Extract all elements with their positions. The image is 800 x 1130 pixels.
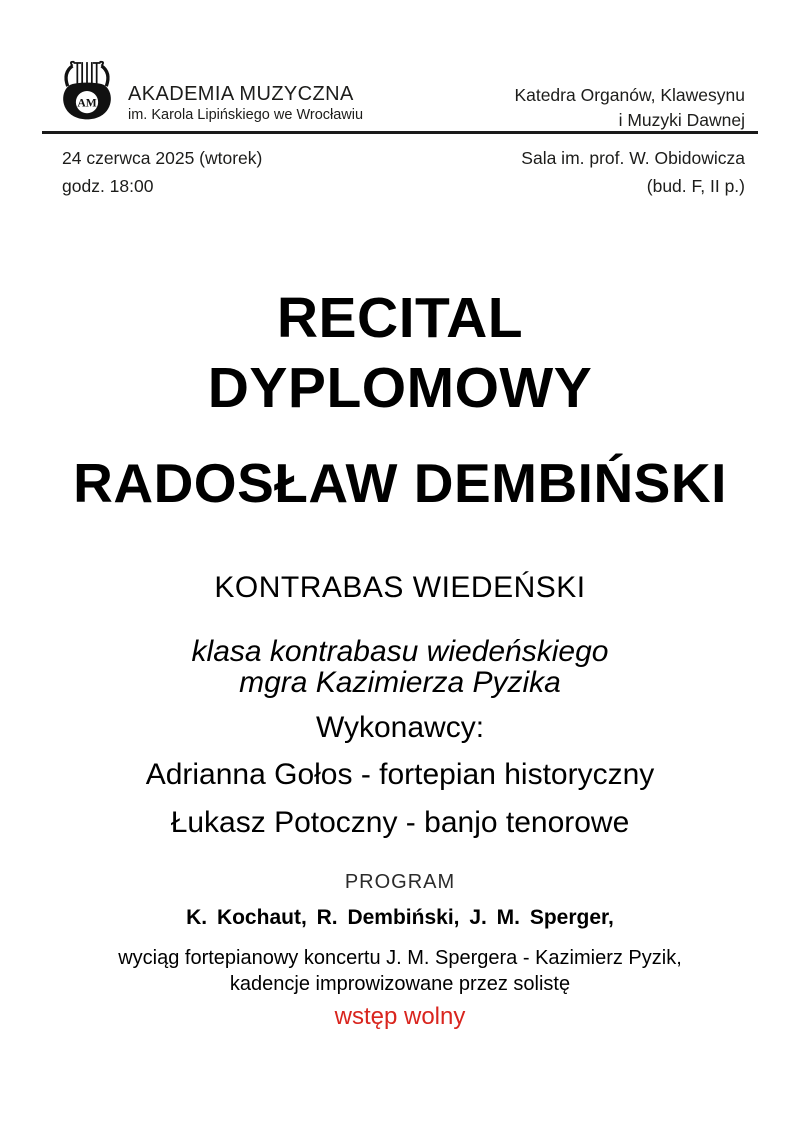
performer-name: RADOSŁAW DEMBIŃSKI	[73, 452, 727, 514]
program-composers: K. Kochaut, R. Dembiński, J. M. Sperger,	[186, 906, 614, 929]
venue-location: (bud. F, II p.)	[646, 176, 745, 196]
department-line-1: Katedra Organów, Klawesynu	[514, 85, 745, 105]
class-info-line-2: mgra Kazimierza Pyzika	[239, 666, 561, 699]
recital-title-line-2: DYPLOMOWY	[207, 356, 593, 420]
class-info-line-1: klasa kontrabasu wiedeńskiego	[191, 635, 609, 668]
academy-name: AKADEMIA MUZYCZNA	[128, 83, 354, 105]
department-info	[514, 83, 745, 133]
event-date: 24 czerwca 2025 (wtorek)	[62, 148, 263, 168]
department-line-2: i Muzyki Dawnej	[618, 110, 745, 130]
program-note-line-1: wyciąg fortepianowy koncertu J. M. Spergera - Kazimierz Pyzik,	[118, 947, 682, 969]
recital-title	[0, 283, 800, 423]
program-heading: PROGRAM	[344, 871, 456, 893]
performer-item: Łukasz Potoczny - banjo tenorowe	[170, 806, 630, 839]
divider-rule	[42, 131, 758, 134]
academy-subtitle: im. Karola Lipińskiego we Wrocławiu	[128, 107, 364, 123]
venue-name: Sala im. prof. W. Obidowicza	[521, 148, 745, 168]
academy-logo	[58, 60, 363, 127]
performers-heading: Wykonawcy:	[315, 711, 485, 744]
event-datetime	[62, 144, 262, 200]
event-time: godz. 18:00	[62, 176, 154, 196]
poster-body	[0, 283, 800, 1032]
program-note-line-2: kadencje improwizowane przez solistę	[229, 973, 571, 995]
lyre-logo-icon	[58, 60, 116, 127]
admission-note: wstęp wolny	[334, 1003, 466, 1030]
performer-item: Adrianna Gołos - fortepian historyczny	[145, 758, 655, 791]
class-info	[0, 636, 800, 698]
academy-name-block	[128, 82, 363, 124]
event-venue	[521, 144, 745, 200]
logo-monogram: AM	[77, 96, 97, 110]
recital-title-line-1: RECITAL	[276, 286, 524, 350]
program-note	[0, 945, 800, 997]
instrument-title: KONTRABAS WIEDEŃSKI	[214, 571, 586, 604]
